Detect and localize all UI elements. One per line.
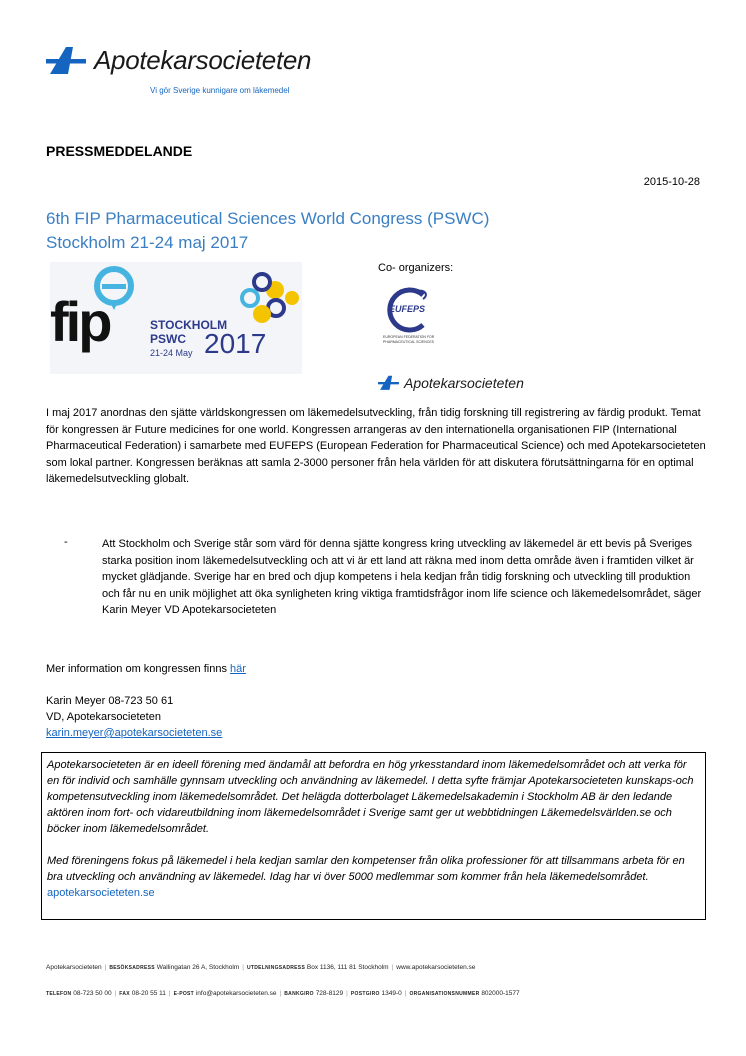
- about-box: [41, 752, 706, 920]
- footer-orgnr: 802000-1577: [481, 990, 520, 997]
- footer-web[interactable]: www.apotekarsocieteten.se: [396, 964, 476, 971]
- footer-separator: |: [104, 964, 107, 971]
- footer-visit: Wallingatan 26 A, Stockholm: [156, 964, 240, 971]
- footer-separator: |: [168, 990, 171, 997]
- about-site-link[interactable]: apotekarsocieteten.se: [47, 887, 155, 899]
- apotekarsocieteten-small-logo: [378, 374, 524, 391]
- quote-paragraph: Att Stockholm och Sverige står som värd för denna sjätte kongress kring utveckling av läkemedel är ett bevis på Sveriges starka position inom läkemedelsutveckling och att vi är ett land att räkna med inom detta område även i framtiden vilket är mycket glädjande. Sverige har en bred och djup kompetens i hela kedjan från tidig forskning och utveckling till produktion och får nu en unik möjlighet att öka synligheten kring viktiga framtidsfrågor inom life science och läkemedelsområdet, säger Karin Meyer VD Apotekarsocieteten: [102, 538, 702, 616]
- footer-phone: 08-723 50 00: [73, 990, 112, 997]
- pswc-stockholm: STOCKHOLM: [150, 318, 228, 332]
- pswc-dates: 21-24 May: [150, 348, 193, 358]
- footer-bankgiro: 728-8129: [315, 990, 344, 997]
- footer-orgnr-label: ORGANISATIONSNUMMER: [409, 991, 480, 997]
- contact-block: [46, 693, 222, 741]
- contact-name-phone: Karin Meyer 08-723 50 61: [46, 695, 174, 707]
- co-organizers-label: Co- organizers:: [378, 262, 454, 274]
- paragraph-intro: I maj 2017 anordnas den sjätte världskongressen om läkemedelsutveckling, från tidig forskning till registrering av färdig produkt. Temat för kongressen är Future medicines for one world. Kongressen arrangeras av den internationella organisationen FIP (International Pharmaceutical Federation) i samarbete med EUFEPS (European Federation for Pharmaceutical Science) och med Apotekarsocieteten som lokal partner. Kongressen beräknas att samla 2-3000 personer från hela världen för att diskutera förutsättningarna för en optimal läkemedelsutveckling globalt.: [46, 407, 706, 485]
- fip-wordmark: fip: [50, 290, 110, 353]
- about-paragraph-1: Apotekarsocieteten är en ideell förening med ändamål att befordra en hög yrkesstandard inom läkemedelsområdet och att verka för en för individ och samhälle gynnsam utveckling och användning av läkemedel. I detta syfte främjar Apotekarsocieteten kunskaps-och kompetensutveckling inom läkemedelsområdet. Det helägda dotterbolaget Läkemedelsakademin i Stockholm AB är den ledande aktören inom fort- och vidareutbildning inom läkemedelsområdet i Sverige samt ger ut webbtidningen Läkemedelsvärlden.se och böcker inom läkemedelsområdet.: [47, 759, 694, 835]
- apotekarsocieteten-a-small-icon: [378, 374, 400, 391]
- logo-tagline: Vi gör Sverige kunnigare om läkemedel: [150, 86, 290, 95]
- footer-line-2: [46, 990, 520, 997]
- title-line-1: 6th FIP Pharmaceutical Sciences World Congress (PSWC): [46, 209, 490, 228]
- footer-separator: |: [391, 964, 394, 971]
- footer-separator: |: [279, 990, 282, 997]
- footer-bankgiro-label: BANKGIRO: [284, 991, 314, 997]
- header-logo: [46, 44, 311, 76]
- title-line-2: Stockholm 21-24 maj 2017: [46, 233, 249, 252]
- press-label: PRESSMEDDELANDE: [46, 143, 193, 159]
- footer-fax: 08-20 55 11: [131, 990, 166, 997]
- pswc-flower-icon: [242, 274, 299, 323]
- footer-email-label: E-POST: [173, 991, 195, 997]
- footer-separator: |: [242, 964, 244, 971]
- footer-post-label: UTDELNINGSADRESS: [246, 965, 306, 971]
- footer-postgiro-label: POSTGIRO: [350, 991, 380, 997]
- footer-separator: |: [346, 990, 348, 997]
- footer-separator: |: [114, 990, 117, 997]
- footer-separator: |: [404, 990, 407, 997]
- pswc-label: PSWC: [150, 332, 186, 346]
- more-info-text: Mer information om kongressen finns: [46, 663, 231, 675]
- footer-fax-label: FAX: [119, 991, 130, 997]
- contact-email-link[interactable]: karin.meyer@apotekarsocieteten.se: [46, 727, 223, 739]
- footer-visit-label: BESÖKSADRESS: [109, 965, 155, 971]
- eufeps-logo: [383, 287, 435, 357]
- more-info: [46, 663, 246, 675]
- footer-phone-label: TELEFON: [46, 991, 72, 997]
- eufeps-subtitle: EUROPEAN FEDERATION FOR PHARMACEUTICAL SCIENCES: [383, 335, 435, 344]
- page-title: [46, 207, 489, 255]
- apotekarsocieteten-a-icon: [46, 44, 88, 76]
- about-paragraph-2: Med föreningens fokus på läkemedel i hela kedjan samlar den kompetenser från olika professioner för att tillsammans arbeta för en bra utveckling och användning av läkemedel. Idag har vi över 5000 medlemmar som kommer från hela läkemedelsområdet.: [47, 855, 685, 883]
- eufeps-name: EUFEPS: [389, 304, 426, 314]
- footer-line-1: [46, 964, 475, 971]
- more-info-link[interactable]: här: [230, 663, 246, 675]
- logo-name: Apotekarsocieteten: [94, 44, 312, 75]
- small-logo-name: Apotekarsocieteten: [404, 374, 524, 391]
- footer-org: Apotekarsocieteten: [46, 964, 102, 971]
- footer-postgiro: 1349-0: [381, 990, 402, 997]
- footer-email[interactable]: info@apotekarsocieteten.se: [195, 990, 277, 997]
- footer-post: Box 1136, 111 81 Stockholm: [306, 964, 389, 971]
- contact-title: VD, Apotekarsocieteten: [46, 711, 161, 723]
- fip-pswc-logo: [50, 262, 302, 374]
- quote-dash: -: [64, 536, 68, 548]
- press-date: 2015-10-28: [643, 176, 700, 188]
- pswc-year: 2017: [204, 328, 267, 359]
